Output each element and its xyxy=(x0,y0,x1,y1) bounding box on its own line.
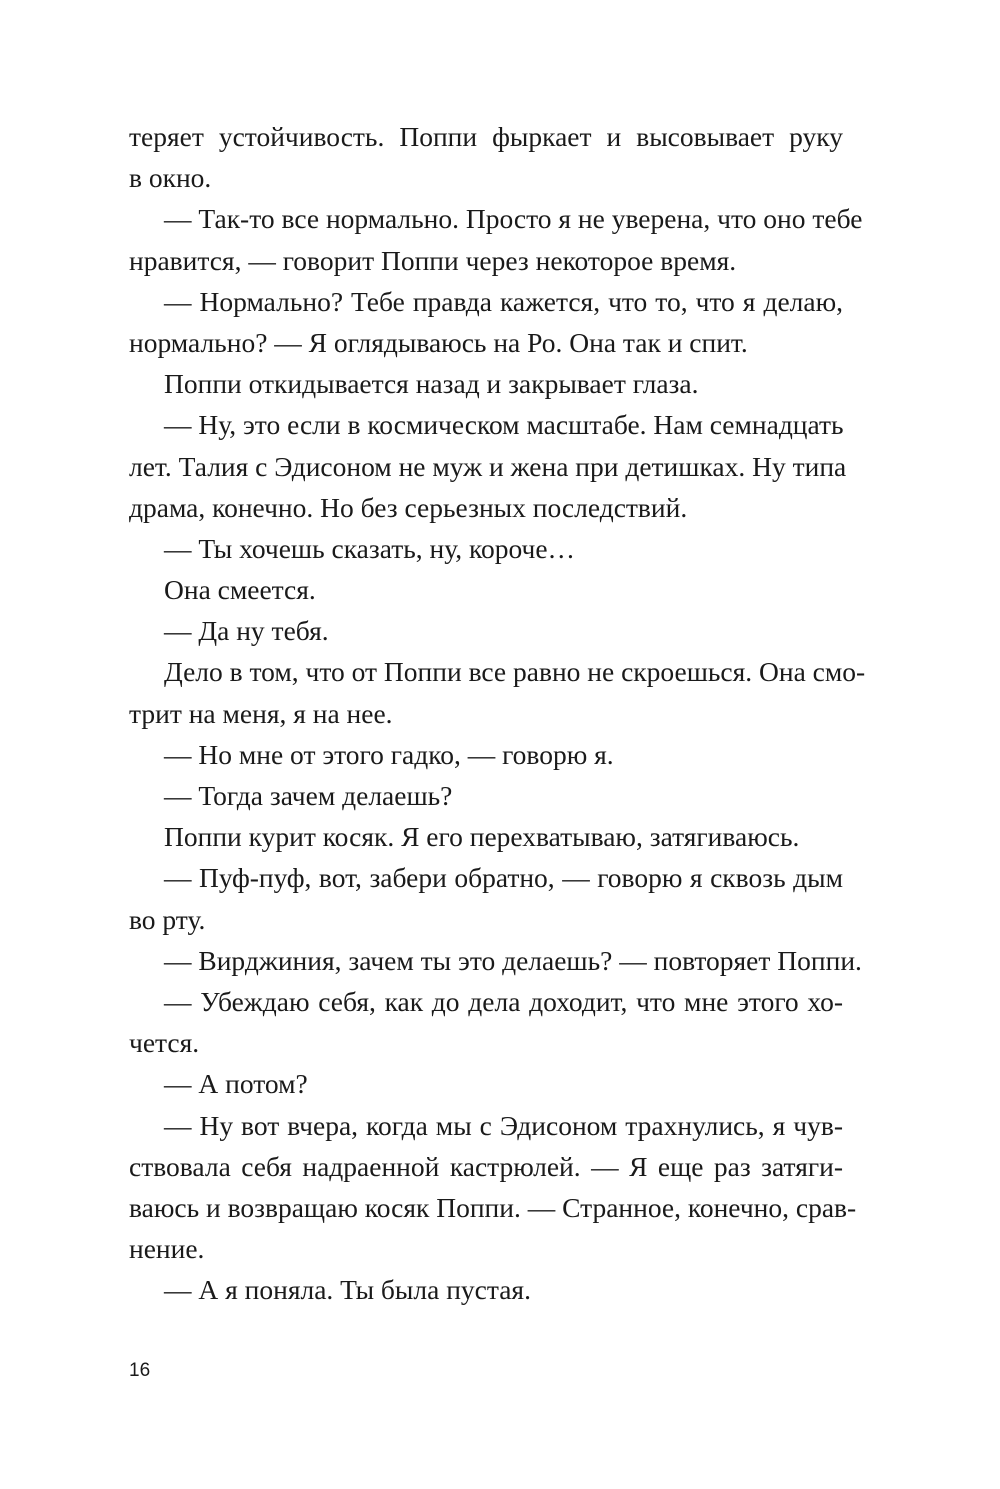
text-line: — Ну, это если в космическом масштабе. Нам семнадцать xyxy=(164,409,844,441)
text-line: во рту. xyxy=(129,903,206,935)
page-number: 16 xyxy=(129,1360,151,1381)
text-line: — Но мне от этого гадко, — говорю я. xyxy=(164,738,614,770)
text-line: теряет устойчивость. Поппи фыркает и высовывает руку xyxy=(129,121,843,152)
text-line: — Убеждаю себя, как до дела доходит, что мне этого хо- xyxy=(164,985,843,1017)
text-line: Поппи откидывается назад и закрывает глаза. xyxy=(164,368,699,400)
text-line: в окно. xyxy=(129,162,212,194)
text-line: — Так-то все нормально. Просто я не уверена, что оно тебе xyxy=(164,203,863,235)
text-line: — А я поняла. Ты была пустая. xyxy=(164,1274,531,1306)
text-line: нормально? — Я оглядываюсь на Ро. Она так и спит. xyxy=(129,326,748,358)
text-line: ствовала себя надраенной кастрюлей. — Я еще раз затяги- xyxy=(129,1150,843,1182)
text-line: лет. Талия с Эдисоном не муж и жена при детишках. Ну типа xyxy=(129,450,847,482)
text-line: драма, конечно. Но без серьезных последствий. xyxy=(129,491,688,523)
text-line: — Нормально? Тебе правда кажется, что то, что я делаю, xyxy=(164,285,843,317)
text-line: Поппи курит косяк. Я его перехватываю, затягиваюсь. xyxy=(164,821,800,853)
text-line: нравится, — говорит Поппи через некоторое время. xyxy=(129,244,737,276)
text-line: — Ну вот вчера, когда мы с Эдисоном трахнулись, я чув- xyxy=(164,1109,843,1141)
text-line: ваюсь и возвращаю косяк Поппи. — Странное, конечно, срав- xyxy=(129,1191,857,1223)
text-line: — Вирджиния, зачем ты это делаешь? — повторяет Поппи. xyxy=(164,944,862,976)
text-line: нение. xyxy=(129,1233,205,1265)
text-line: Дело в том, что от Поппи все равно не скроешься. Она смо- xyxy=(164,656,866,688)
text-line: — Да ну тебя. xyxy=(164,615,329,647)
text-line: — Ты хочешь сказать, ну, короче… xyxy=(164,532,576,564)
text-line: Она смеется. xyxy=(164,574,316,606)
text-line: трит на меня, я на нее. xyxy=(129,697,393,729)
text-line: чется. xyxy=(129,1027,200,1059)
text-line: — А потом? xyxy=(164,1068,308,1100)
body-text xyxy=(129,116,866,1310)
text-line: — Пуф-пуф, вот, забери обратно, — говорю я сквозь дым xyxy=(164,862,843,894)
text-line: — Тогда зачем делаешь? xyxy=(164,780,453,811)
